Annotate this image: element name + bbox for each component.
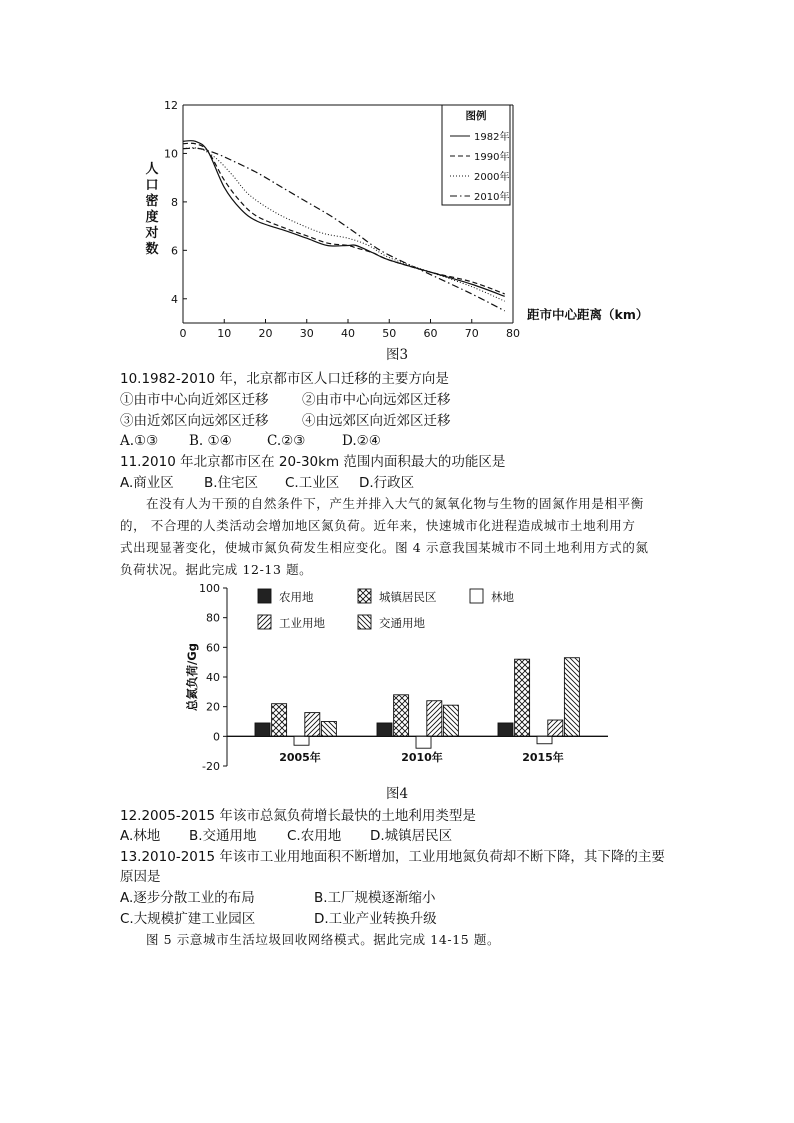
fig3-y-tick-label: 10 <box>164 147 178 161</box>
question-10-choice-d: D.②④ <box>342 433 381 449</box>
fig3-legend-label: 1982年 <box>474 132 510 143</box>
fig3-legend-label: 1990年 <box>474 152 510 163</box>
fig4-y-tick-label: 40 <box>206 671 220 684</box>
fig4-y-tick-label: -20 <box>202 760 220 773</box>
figure-3-caption: 图3 <box>386 347 409 363</box>
fig4-y-tick-label: 20 <box>206 700 220 714</box>
question-11-choice-c: C.工业区 <box>285 475 340 491</box>
fig3-legend-label: 2010年 <box>474 192 510 203</box>
question-10-statement-2: ②由市中心向远郊区迁移 <box>302 392 451 408</box>
fig3-y-tick-label: 4 <box>171 292 178 306</box>
question-13-choice-a: A.逐步分散工业的布局 <box>120 890 255 906</box>
fig3-y-label-char: 度 <box>145 210 159 225</box>
question-10-choice-a: A.①③ <box>120 433 159 449</box>
passage-nitrogen-line-4: 负荷状况。据此完成 12-13 题。 <box>120 562 313 577</box>
question-10-stem: 10.1982-2010 年，北京都市区人口迁移的主要方向是 <box>120 371 449 387</box>
fig3-y-label-char: 口 <box>145 178 159 193</box>
question-11-choice-b: B.住宅区 <box>204 475 259 491</box>
fig3-legend-title: 图例 <box>465 110 487 122</box>
question-11-choice-d: D.行政区 <box>359 475 415 491</box>
fig4-bar-工业用地-2005年 <box>305 713 320 737</box>
fig4-legend-swatch-工业用地 <box>258 615 271 629</box>
fig4-bar-城镇居民区-2010年 <box>394 695 409 737</box>
fig3-y-tick-label: 12 <box>164 99 178 112</box>
fig4-legend-swatch-交通用地 <box>358 615 371 629</box>
fig4-bar-交通用地-2005年 <box>321 722 336 737</box>
fig3-x-tick-label: 20 <box>258 327 273 340</box>
fig4-legend-label: 工业用地 <box>279 616 325 630</box>
fig4-y-tick-label: 100 <box>199 582 220 595</box>
question-13-stem-line-2: 原因是 <box>120 869 161 885</box>
passage-nitrogen-line-1: 在没有人为干预的自然条件下，产生并排入大气的氮氧化物与生物的固氮作用是相平衡 <box>146 496 644 511</box>
fig4-bar-林地-2010年 <box>416 736 431 748</box>
fig4-bar-工业用地-2010年 <box>427 701 442 737</box>
question-12-stem: 12.2005-2015 年该市总氮负荷增长最快的土地利用类型是 <box>120 808 476 824</box>
fig4-bar-林地-2005年 <box>294 736 309 745</box>
fig4-bar-交通用地-2015年 <box>564 658 579 737</box>
question-12-choice-b: B.交通用地 <box>189 828 257 844</box>
question-10-choice-c: C.②③ <box>267 433 306 449</box>
fig4-y-tick-label: 80 <box>206 611 220 625</box>
fig4-legend-label: 交通用地 <box>379 616 425 630</box>
question-12-choice-c: C.农用地 <box>287 828 342 844</box>
fig4-legend-label: 农用地 <box>279 590 314 604</box>
fig4-legend-label: 城镇居民区 <box>379 590 437 604</box>
question-11-choice-a: A.商业区 <box>120 475 174 491</box>
fig4-legend-swatch-农用地 <box>258 589 271 603</box>
fig4-x-category-label: 2005年 <box>279 751 321 764</box>
fig4-y-label: 总氮负荷/Gg <box>185 643 199 711</box>
fig3-x-tick-label: 30 <box>299 327 314 340</box>
fig3-x-label: 距市中心距离（km） <box>527 307 649 322</box>
fig4-bar-农用地-2015年 <box>498 723 513 736</box>
fig4-bar-城镇居民区-2005年 <box>272 704 287 737</box>
passage-nitrogen-line-3: 式出现显著变化，使城市氮负荷发生相应变化。图 4 示意我国某城市不同土地利用方式的氮 <box>120 540 649 555</box>
fig4-legend-swatch-城镇居民区 <box>358 589 371 603</box>
figure-4-bar-chart <box>180 578 620 778</box>
question-10-statement-4: ④由远郊区向近郊区迁移 <box>302 413 451 429</box>
fig4-bar-工业用地-2015年 <box>548 720 563 736</box>
fig3-x-tick-label: 70 <box>464 327 479 340</box>
fig3-x-tick-label: 10 <box>217 327 232 340</box>
figure-4-caption: 图4 <box>386 786 409 802</box>
question-12-choice-d: D.城镇居民区 <box>370 828 453 844</box>
question-12-choice-a: A.林地 <box>120 828 161 844</box>
question-10-statement-1: ①由市中心向近郊区迁移 <box>120 392 269 408</box>
fig4-x-category-label: 2010年 <box>401 751 443 764</box>
fig4-bar-农用地-2005年 <box>255 723 270 736</box>
fig3-legend-label: 2000年 <box>474 172 510 183</box>
fig3-x-tick-label: 40 <box>341 327 355 340</box>
question-13-choice-b: B.工厂规模逐渐缩小 <box>314 890 436 906</box>
fig3-y-tick-label: 6 <box>171 244 178 258</box>
figure-3-line-chart <box>130 95 670 345</box>
passage-garbage-intro: 图 5 示意城市生活垃圾回收网络模式。据此完成 14-15 题。 <box>146 932 501 947</box>
fig4-bar-城镇居民区-2015年 <box>515 659 530 736</box>
fig4-legend-swatch-林地 <box>470 589 483 603</box>
fig4-bar-交通用地-2010年 <box>443 705 458 736</box>
fig3-y-label-char: 对 <box>145 226 159 241</box>
question-10-statement-3: ③由近郊区向远郊区迁移 <box>120 413 269 429</box>
fig4-bar-林地-2015年 <box>537 736 552 743</box>
fig4-bar-农用地-2010年 <box>377 723 392 736</box>
question-11-stem: 11.2010 年北京都市区在 20-30km 范围内面积最大的功能区是 <box>120 454 506 470</box>
fig3-x-tick-label: 0 <box>179 327 187 340</box>
fig4-x-category-label: 2015年 <box>522 751 564 764</box>
question-13-stem-line-1: 13.2010-2015 年该市工业用地面积不断增加，工业用地氮负荷却不断下降，其下降的主要 <box>120 849 665 865</box>
fig3-x-tick-label: 60 <box>423 327 438 340</box>
fig3-x-tick-label: 50 <box>382 327 397 340</box>
fig3-y-tick-label: 8 <box>171 195 178 209</box>
fig4-y-tick-label: 60 <box>206 641 220 655</box>
fig3-x-tick-label: 80 <box>506 327 520 340</box>
fig3-y-label-char: 密 <box>145 194 159 209</box>
question-10-choice-b: B. ①④ <box>189 433 232 449</box>
question-13-choice-d: D.工业产业转换升级 <box>314 911 437 927</box>
fig3-y-label-char: 人 <box>145 162 159 177</box>
passage-nitrogen-line-2: 的， 不合理的人类活动会增加地区氮负荷。近年来，快速城市化进程造成城市土地利用方 <box>120 518 636 533</box>
question-13-choice-c: C.大规模扩建工业园区 <box>120 911 256 927</box>
fig4-legend-label: 林地 <box>491 590 514 604</box>
fig3-y-label-char: 数 <box>145 242 159 257</box>
fig4-y-tick-label: 0 <box>213 730 220 744</box>
